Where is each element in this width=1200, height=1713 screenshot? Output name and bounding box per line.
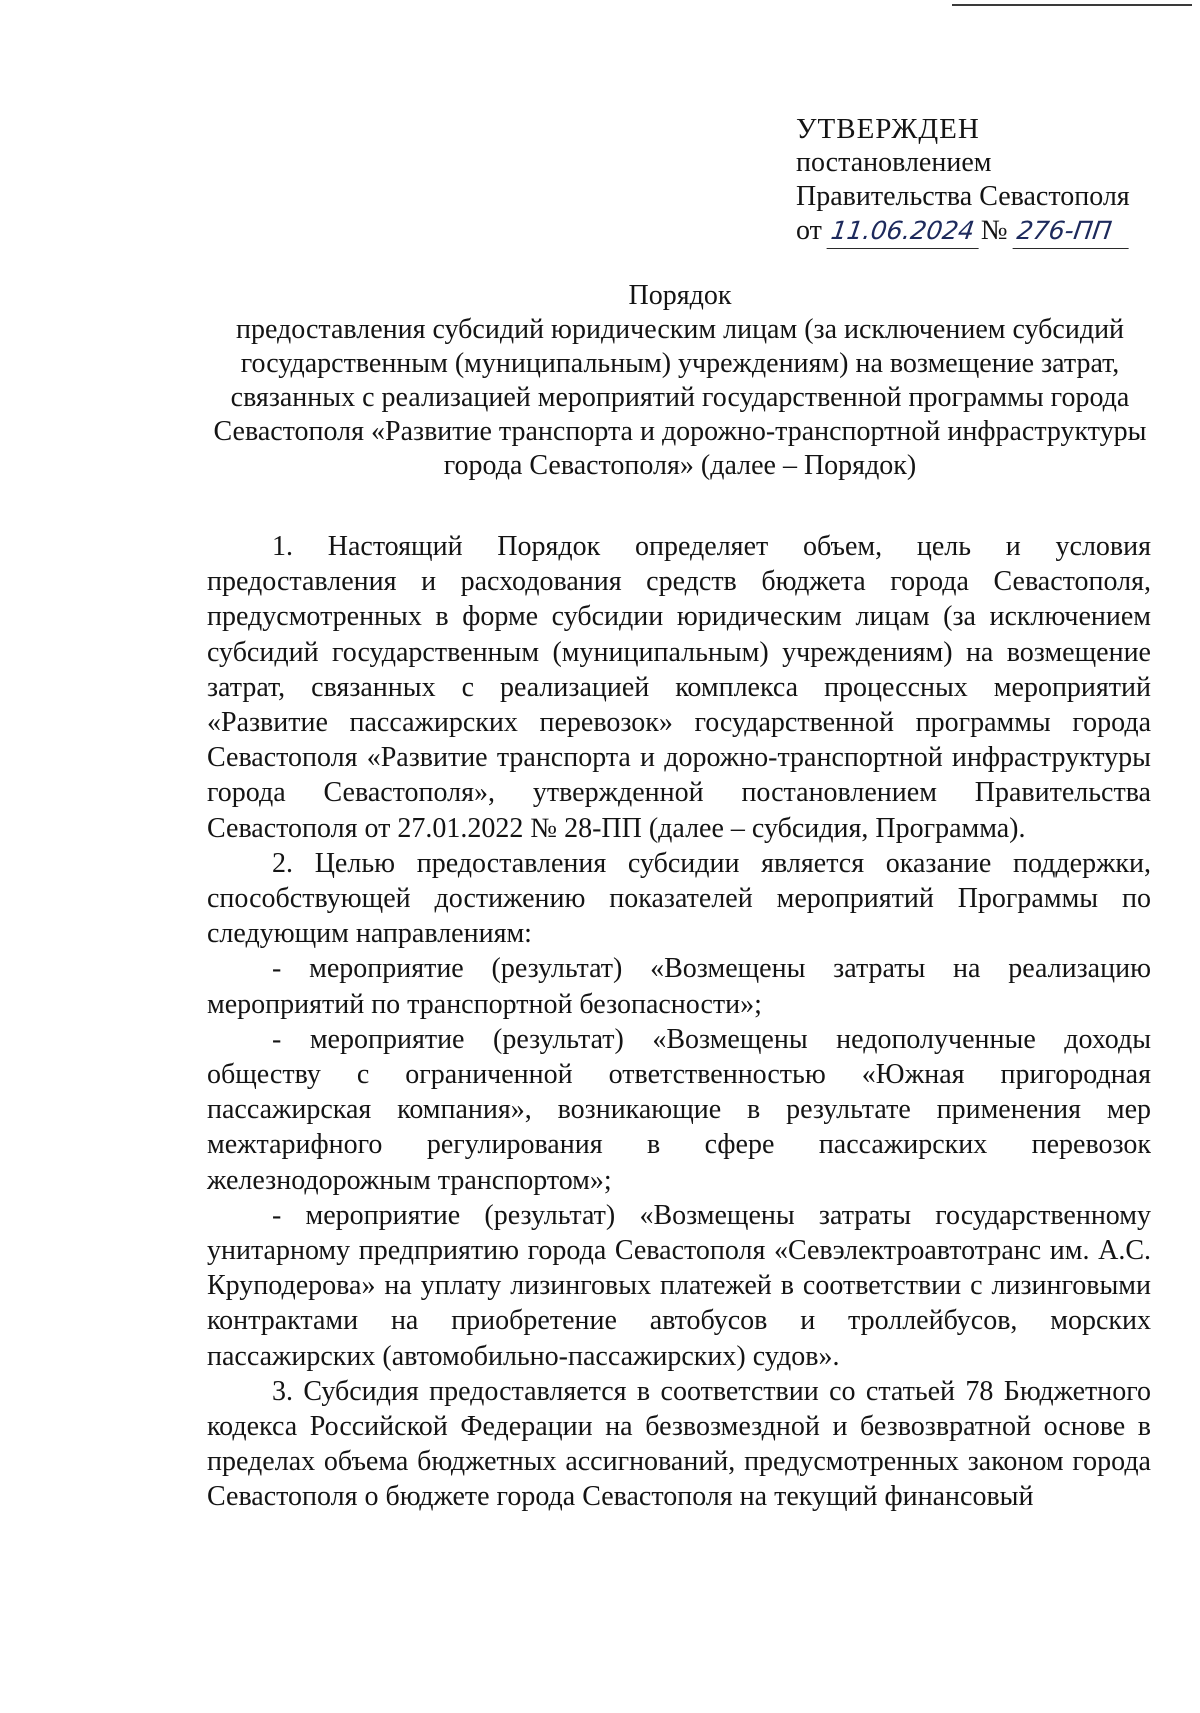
approval-title: УТВЕРЖДЕН (796, 113, 980, 145)
list-item-leasing-payments: - мероприятие (результат) «Возмещены затраты государственному унитарному предприятию города Севастополя «Севэлектроавтотранс им. А.С. Круподерова» на уплату лизинговых платежей в соответствии с лизинговыми контрактами на приобретение автобусов и троллейбусов, морских пассажирских (автомобильно-пассажирских) судов». (207, 1199, 1151, 1372)
approval-line-decree: постановлением (796, 147, 992, 178)
paragraph-2: 2. Целью предоставления субсидии является оказание поддержки, способствующей достижению показателей мероприятий Программы по следующим направлениям: (207, 847, 1151, 950)
number-prefix: № (980, 215, 1008, 246)
list-item-transport-security: - мероприятие (результат) «Возмещены затраты на реализацию мероприятий по транспортной безопасности»; (207, 953, 1151, 1020)
scan-top-rule (952, 4, 1192, 6)
document-title-block (200, 279, 1160, 483)
paragraph-1: 1. Настоящий Порядок определяет объем, цель и условия предоставления и расходования средств бюджета города Севастополя, предусмотренных в форме субсидии юридическим лицам (за исключением субсидий государственным (муниципальным) учреждениям) на возмещение затрат, связанных с реализацией комплекса процессных мероприятий «Развитие пассажирских перевозок» государственной программы города Севастополя «Развитие транспорта и дорожно-транспортной инфраструктуры города Севастополя», утвержденной постановлением Правительства Севастополя от 27.01.2022 № 28-ПП (далее – субсидия, Программа). (207, 531, 1151, 844)
handwritten-date: 11.06.2024 (826, 214, 983, 249)
approval-date-line (796, 214, 1131, 249)
paragraph-3: 3. Субсидия предоставляется в соответствии со статьей 78 Бюджетного кодекса Российской Федерации на безвозмездной и безвозвратной основе в пределах объема бюджетных ассигнований, предусмотренных законом города Севастополя о бюджете города Севастополя на текущий финансовый (207, 1375, 1151, 1513)
document-title: Порядок (628, 280, 732, 311)
approval-line-government: Правительства Севастополя (796, 181, 1130, 212)
list-item-railway-income: - мероприятие (результат) «Возмещены недополученные доходы обществу с ограниченной ответственностью «Южная пригородная пассажирская компания», возникающие в результате применения мер межтарифного регулирования в сфере пассажирских перевозок железнодорожным транспортом»; (207, 1023, 1151, 1196)
handwritten-number: 276-ПП (1012, 214, 1133, 249)
date-prefix: от (796, 215, 822, 246)
approval-stamp (796, 112, 1131, 249)
document-subtitle: предоставления субсидий юридическим лицам (за исключением субсидий государственным (муниципальным) учреждениям) на возмещение затрат, связанных с реализацией мероприятий государственной программы города Севастополя «Развитие транспорта и дорожно-транспортной инфраструктуры города Севастополя» (далее – Порядок) (213, 314, 1147, 481)
document-body (207, 529, 1151, 1515)
